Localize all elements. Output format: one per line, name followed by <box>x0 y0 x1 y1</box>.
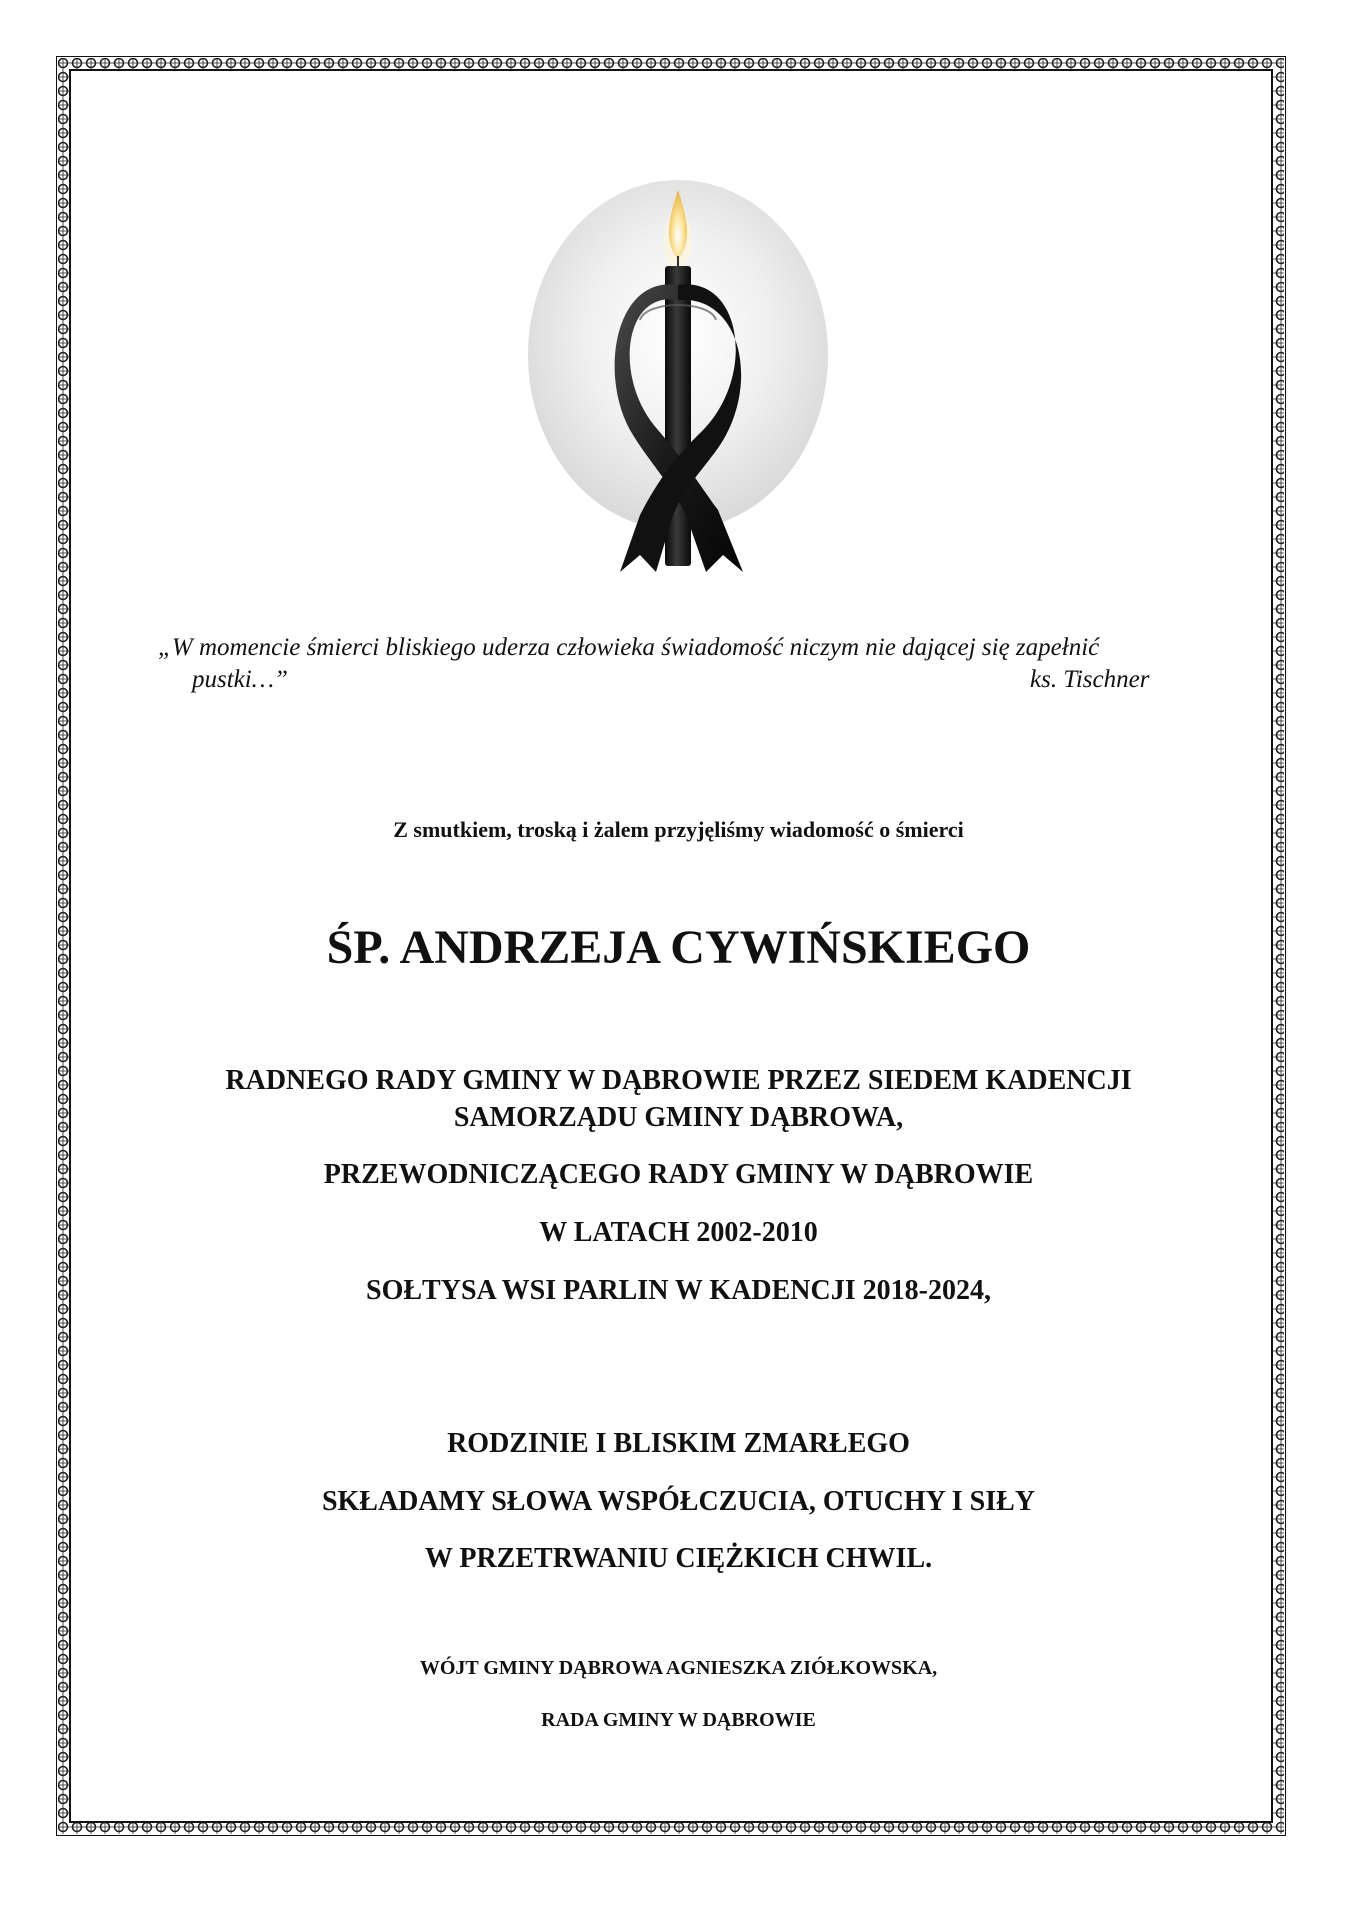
role-line: RADNEGO RADY GMINY W DĄBROWIE PRZEZ SIEDEM KADENCJI <box>225 1065 1132 1096</box>
role-line: SOŁTYSA WSI PARLIN W KADENCJI 2018-2024, <box>366 1275 991 1306</box>
condolence-line: W PRZETRWANIU CIĘŻKICH CHWIL. <box>424 1543 933 1574</box>
deceased-name: ŚP. ANDRZEJA CYWIŃSKIEGO <box>326 921 1031 974</box>
role-line: W LATACH 2002-2010 <box>539 1217 818 1248</box>
signature-line: RADA GMINY W DĄBROWIE <box>541 1709 816 1731</box>
quote-author: ks. Tischner <box>1030 666 1150 693</box>
intro-text: Z smutkiem, troską i żalem przyjęliśmy wiadomość o śmierci <box>393 817 964 842</box>
quote-text-continued: pustki…” <box>192 666 288 693</box>
role-line: SAMORZĄDU GMINY DĄBROWA, <box>453 1102 904 1133</box>
signature-line: WÓJT GMINY DĄBROWA AGNIESZKA ZIÓŁKOWSKA, <box>419 1657 938 1679</box>
quote-text: „W momencie śmierci bliskiego uderza człowieka świadomość niczym nie dającej się zapełnić <box>158 634 1100 661</box>
condolence-line: SKŁADAMY SŁOWA WSPÓŁCZUCIA, OTUCHY I SIŁY <box>321 1486 1036 1517</box>
candle-ribbon-icon <box>528 180 828 580</box>
role-line: PRZEWODNICZĄCEGO RADY GMINY W DĄBROWIE <box>323 1159 1034 1190</box>
condolence-line: RODZINIE I BLISKIM ZMARŁEGO <box>447 1428 910 1459</box>
